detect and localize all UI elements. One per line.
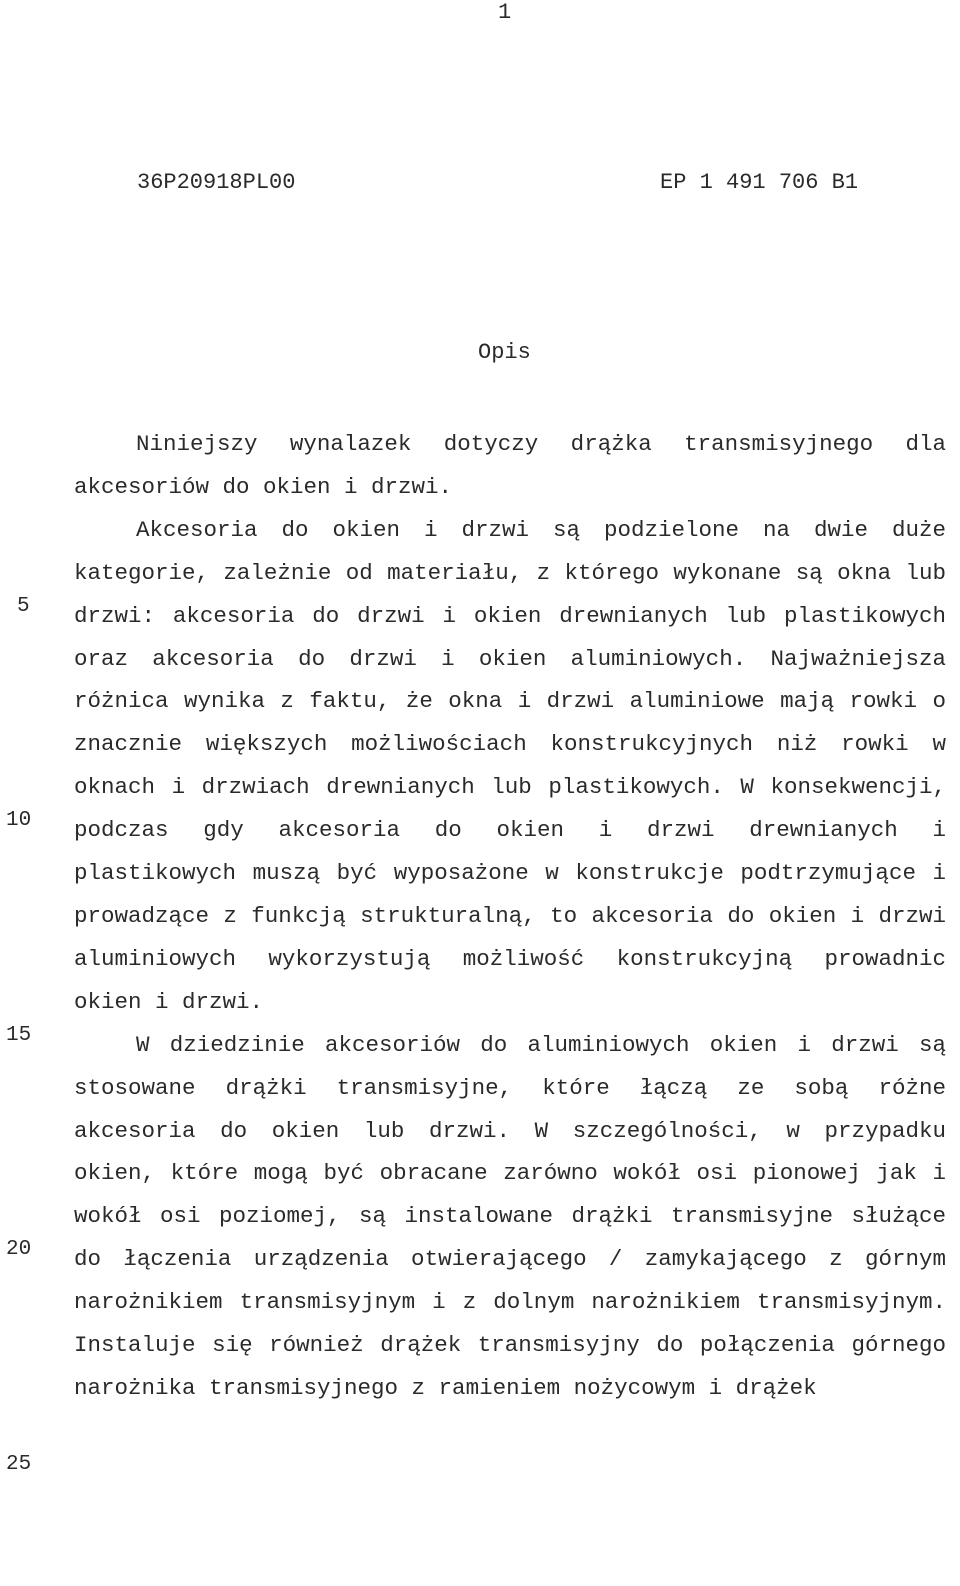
line-number-15: 15 <box>6 1024 32 1047</box>
paragraph-3: W dziedzinie akcesoriów do aluminiowych okien i drzwi są stosowane drążki transmisyjne, które łączą ze sobą różne akcesoria do okien lub drzwi. W szczególności, w przypadku okien, które mogą być obracane zarówno wokół osi pionowej jak i wokół osi poziomej, są instalowane drążki transmisyjne służące do łączenia urządzenia otwierającego / zamykającego z górnym narożnikiem transmisyjnym i z dolnym narożnikiem transmisyjnym. Instaluje się również drążek transmisyjny do połączenia górnego narożnika transmisyjnego z ramieniem nożycowym i drążek <box>74 1031 946 1401</box>
description-body <box>74 423 946 1410</box>
line-number-5: 5 <box>17 595 30 618</box>
page-number: 1 <box>498 0 512 25</box>
document-id: 36P20918PL00 <box>137 170 296 195</box>
paragraph-1: Niniejszy wynalazek dotyczy drążka transmisyjnego dla akcesoriów do okien i drzwi. <box>74 431 946 500</box>
section-title: Opis <box>478 340 531 365</box>
paragraph-2: Akcesoria do okien i drzwi są podzielone na dwie duże kategorie, zależnie od materiału, z którego wykonane są okna lub drzwi: akcesoria do drzwi i okien drewnianych lub plastikowych oraz akcesoria do drzwi i okien aluminiowych. Najważniejsza różnica wynika z faktu, że okna i drzwi aluminiowe mają rowki o znacznie większych możliwościach konstrukcyjnych niż rowki w oknach i drzwiach drewnianych lub plastikowych. W konsekwencji, podczas gdy akcesoria do okien i drzwi drewnianych i plastikowych muszą być wyposażone w konstrukcje podtrzymujące i prowadzące z funkcją strukturalną, to akcesoria do okien i drzwi aluminiowych wykorzystują możliwość konstrukcyjną prowadnic okien i drzwi. <box>74 516 946 1015</box>
line-number-25: 25 <box>6 1453 32 1476</box>
line-number-10: 10 <box>6 809 32 832</box>
line-number-20: 20 <box>6 1238 32 1261</box>
patent-number: EP 1 491 706 B1 <box>660 170 859 195</box>
